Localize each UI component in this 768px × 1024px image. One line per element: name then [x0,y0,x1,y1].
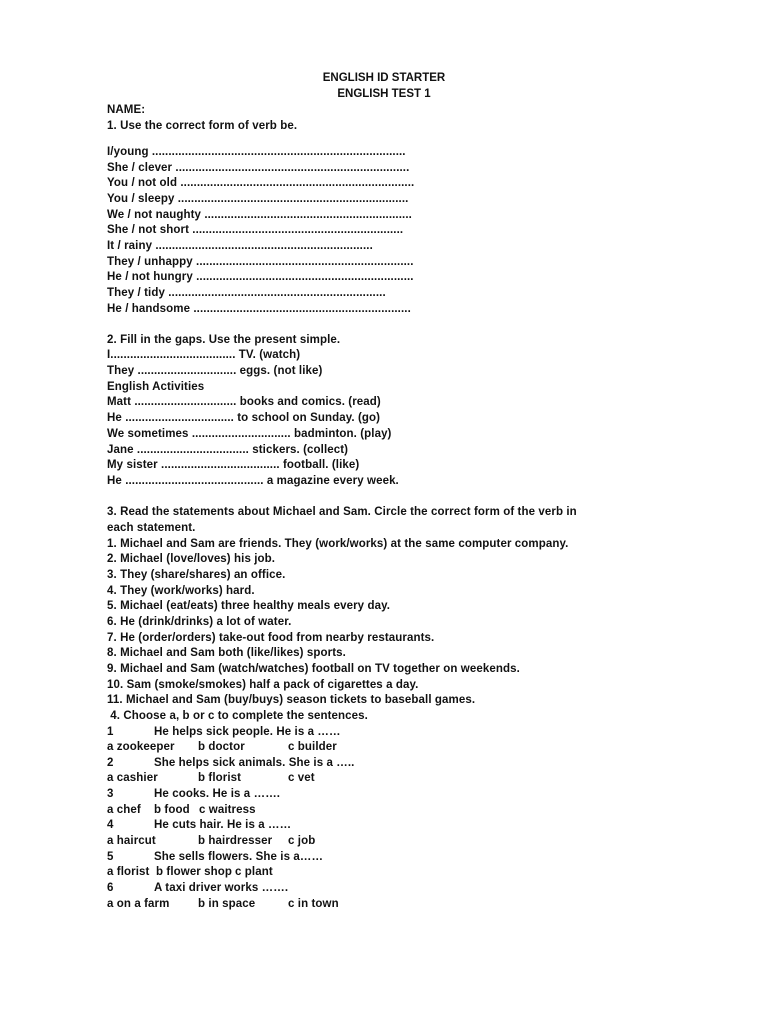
statement-item: 7. He (order/orders) take-out food from nearby restaurants. [107,632,435,644]
section2-heading: 2. Fill in the gaps. Use the present simple. [107,334,341,346]
question-number: 4 [107,819,114,831]
statement-item: 5. Michael (eat/eats) three healthy meals every day. [107,600,391,612]
section1-line: They / tidy .................................................................. [107,287,386,299]
option-b: b flower shop [156,866,233,878]
option-a: a chef [107,804,141,816]
document-subtitle: ENGLISH TEST 1 [337,88,431,100]
section2-line: My sister .................................... football. (like) [107,459,360,471]
question-number: 3 [107,788,114,800]
statement-item: 10. Sam (smoke/smokes) half a pack of cigarettes a day. [107,679,419,691]
section3-heading: 3. Read the statements about Michael and Sam. Circle the correct form of the verb in [107,506,577,518]
option-c: c plant [235,866,273,878]
section3-heading: each statement. [107,522,196,534]
section1-heading: 1. Use the correct form of verb be. [107,120,298,132]
option-a: a cashier [107,772,158,784]
section2-line: Matt ............................... books and comics. (read) [107,396,381,408]
option-a: a zookeeper [107,741,175,753]
section2-line: Jane .................................. stickers. (collect) [107,444,349,456]
section1-line: You / sleepy ...................................................................... [107,193,409,205]
question-line [107,881,288,896]
statement-item: 11. Michael and Sam (buy/buys) season tickets to baseball games. [107,694,476,706]
option-b: b doctor [198,741,245,753]
section2-line: We sometimes .............................. badminton. (play) [107,428,392,440]
question-line [107,818,291,833]
section1-line: He / not hungry .................................................................. [107,271,414,283]
option-c: c in town [288,898,339,910]
option-b: b florist [198,772,242,784]
option-b: b hairdresser [198,835,273,847]
options-line [107,740,337,755]
option-a: a on a farm [107,898,170,910]
statement-item: 6. He (drink/drinks) a lot of water. [107,616,292,628]
section4-heading: 4. Choose a, b or c to complete the sentences. [107,710,368,722]
question-line [107,756,354,771]
option-a: a haircut [107,835,156,847]
question-text: He cooks. He is a ……. [154,788,281,800]
section1-line: I/young ............................................................................. [107,146,406,158]
question-number: 5 [107,851,114,863]
section1-line: We / not naughty ............................................................... [107,209,412,221]
section2-line: I...................................... TV. (watch) [107,349,301,361]
statement-item: 9. Michael and Sam (watch/watches) football on TV together on weekends. [107,663,520,675]
statement-item: 4. They (work/works) hard. [107,585,255,597]
option-b: b in space [198,898,256,910]
name-label: NAME: [107,104,146,116]
option-a: a florist [107,866,150,878]
question-line [107,787,280,802]
option-c: c vet [288,772,315,784]
question-number: 2 [107,757,114,769]
option-c: c waitress [199,804,256,816]
question-line [107,725,341,740]
statement-item: 1. Michael and Sam are friends. They (work/works) at the same computer company. [107,538,569,550]
statement-item: 3. They (share/shares) an office. [107,569,286,581]
statement-item: 2. Michael (love/loves) his job. [107,553,276,565]
question-text: He helps sick people. He is a …… [154,726,341,738]
option-c: c builder [288,741,337,753]
question-text: A taxi driver works ……. [154,882,289,894]
options-line [107,803,256,818]
section1-line: They / unhappy .................................................................. [107,256,414,268]
section2-line: He ................................. to school on Sunday. (go) [107,412,381,424]
section1-line: You / not old ....................................................................... [107,177,415,189]
question-text: She helps sick animals. She is a ….. [154,757,355,769]
section2-line: He .......................................... a magazine every week. [107,475,399,487]
question-number: 6 [107,882,114,894]
section1-line: She / clever ....................................................................... [107,162,410,174]
options-line [107,897,339,912]
statement-item: 8. Michael and Sam both (like/likes) sports. [107,647,346,659]
section2-line: They .............................. eggs. (not like) [107,365,323,377]
section1-line: He / handsome .................................................................. [107,303,411,315]
question-number: 1 [107,726,114,738]
options-line [107,834,315,849]
options-line [107,771,315,786]
options-line [107,865,273,880]
question-text: He cuts hair. He is a …… [154,819,292,831]
section1-line: She / not short ................................................................ [107,224,404,236]
question-line [107,850,323,865]
section2-subheading: English Activities [107,381,205,393]
option-b: b food [154,804,190,816]
section1-line: It / rainy .................................................................. [107,240,373,252]
document-title: ENGLISH ID STARTER [322,72,446,84]
option-c: c job [288,835,316,847]
question-text: She sells flowers. She is a…… [154,851,324,863]
